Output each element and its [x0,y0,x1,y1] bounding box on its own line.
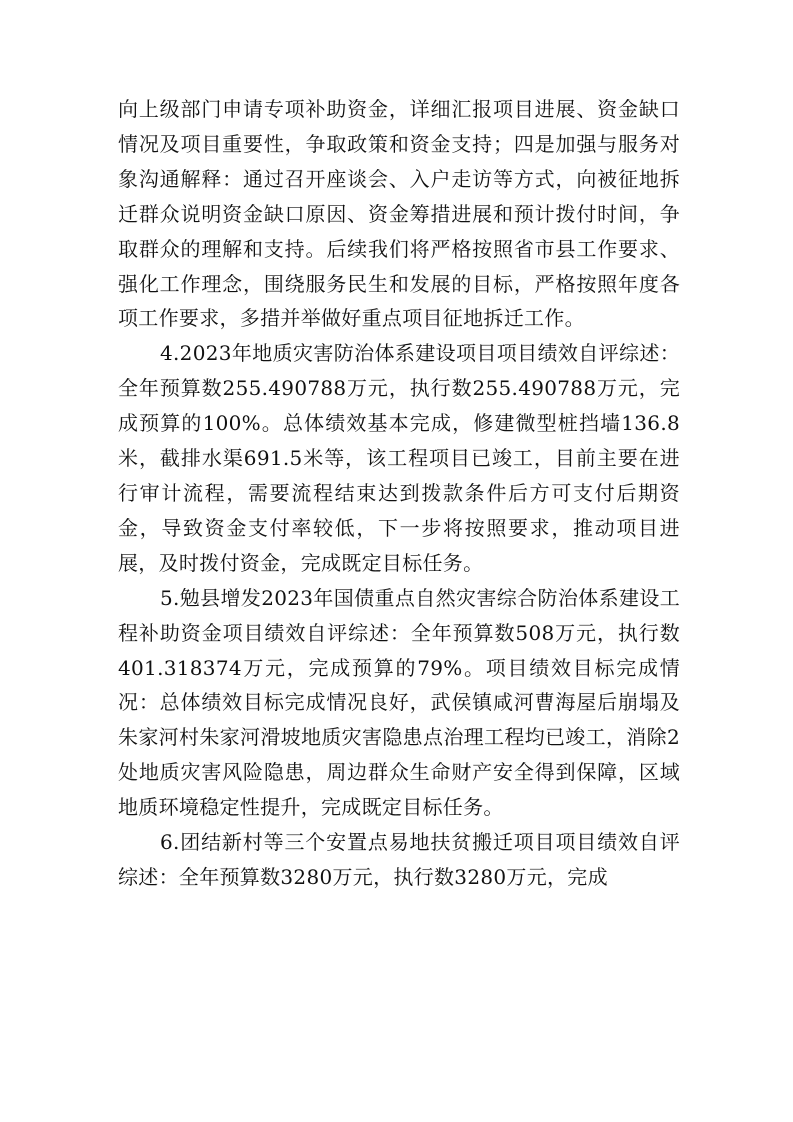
paragraph-continuation: 向上级部门申请专项补助资金，详细汇报项目进展、资金缺口情况及项目重要性，争取政策和资金支持；四是加强与服务对象沟通解释：通过召开座谈会、入户走访等方式，向被征地拆迁群众说明资金缺口原因、资金筹措进展和预计拨付时间，争取群众的理解和支持。后续我们将严格按照省市县工作要求、强化工作理念，围绕服务民生和发展的目标，严格按照年度各项工作要求，多措并举做好重点项目征地拆迁工作。 [118,97,680,331]
document-body [118,92,680,895]
paragraph-item-6: 6.团结新村等三个安置点易地扶贫搬迁项目项目绩效自评综述：全年预算数3280万元，执行数3280万元，完成 [118,830,680,889]
paragraph-item-5: 5.勉县增发2023年国债重点自然灾害综合防治体系建设工程补助资金项目绩效自评综述：全年预算数508万元，执行数401.318374万元，完成预算的79%。项目绩效目标完成情况：总体绩效目标完成情况良好，武侯镇咸河曹海屋后崩塌及朱家河村朱家河滑坡地质灾害隐患点治理工程均已竣工，消除2处地质灾害风险隐患，周边群众生命财产安全得到保障，区域地质环境稳定性提升，完成既定目标任务。 [118,585,680,820]
paragraph-item-4: 4.2023年地质灾害防治体系建设项目项目绩效自评综述：全年预算数255.490788万元，执行数255.490788万元，完成预算的100%。总体绩效基本完成，修建微型桩挡墙136.8米，截排水渠691.5米等，该工程项目已竣工，目前主要在进行审计流程，需要流程结束达到拨款条件后方可支付后期资金，导致资金支付率较低，下一步将按照要求，推动项目进展，及时拨付资金，完成既定目标任务。 [118,341,680,575]
